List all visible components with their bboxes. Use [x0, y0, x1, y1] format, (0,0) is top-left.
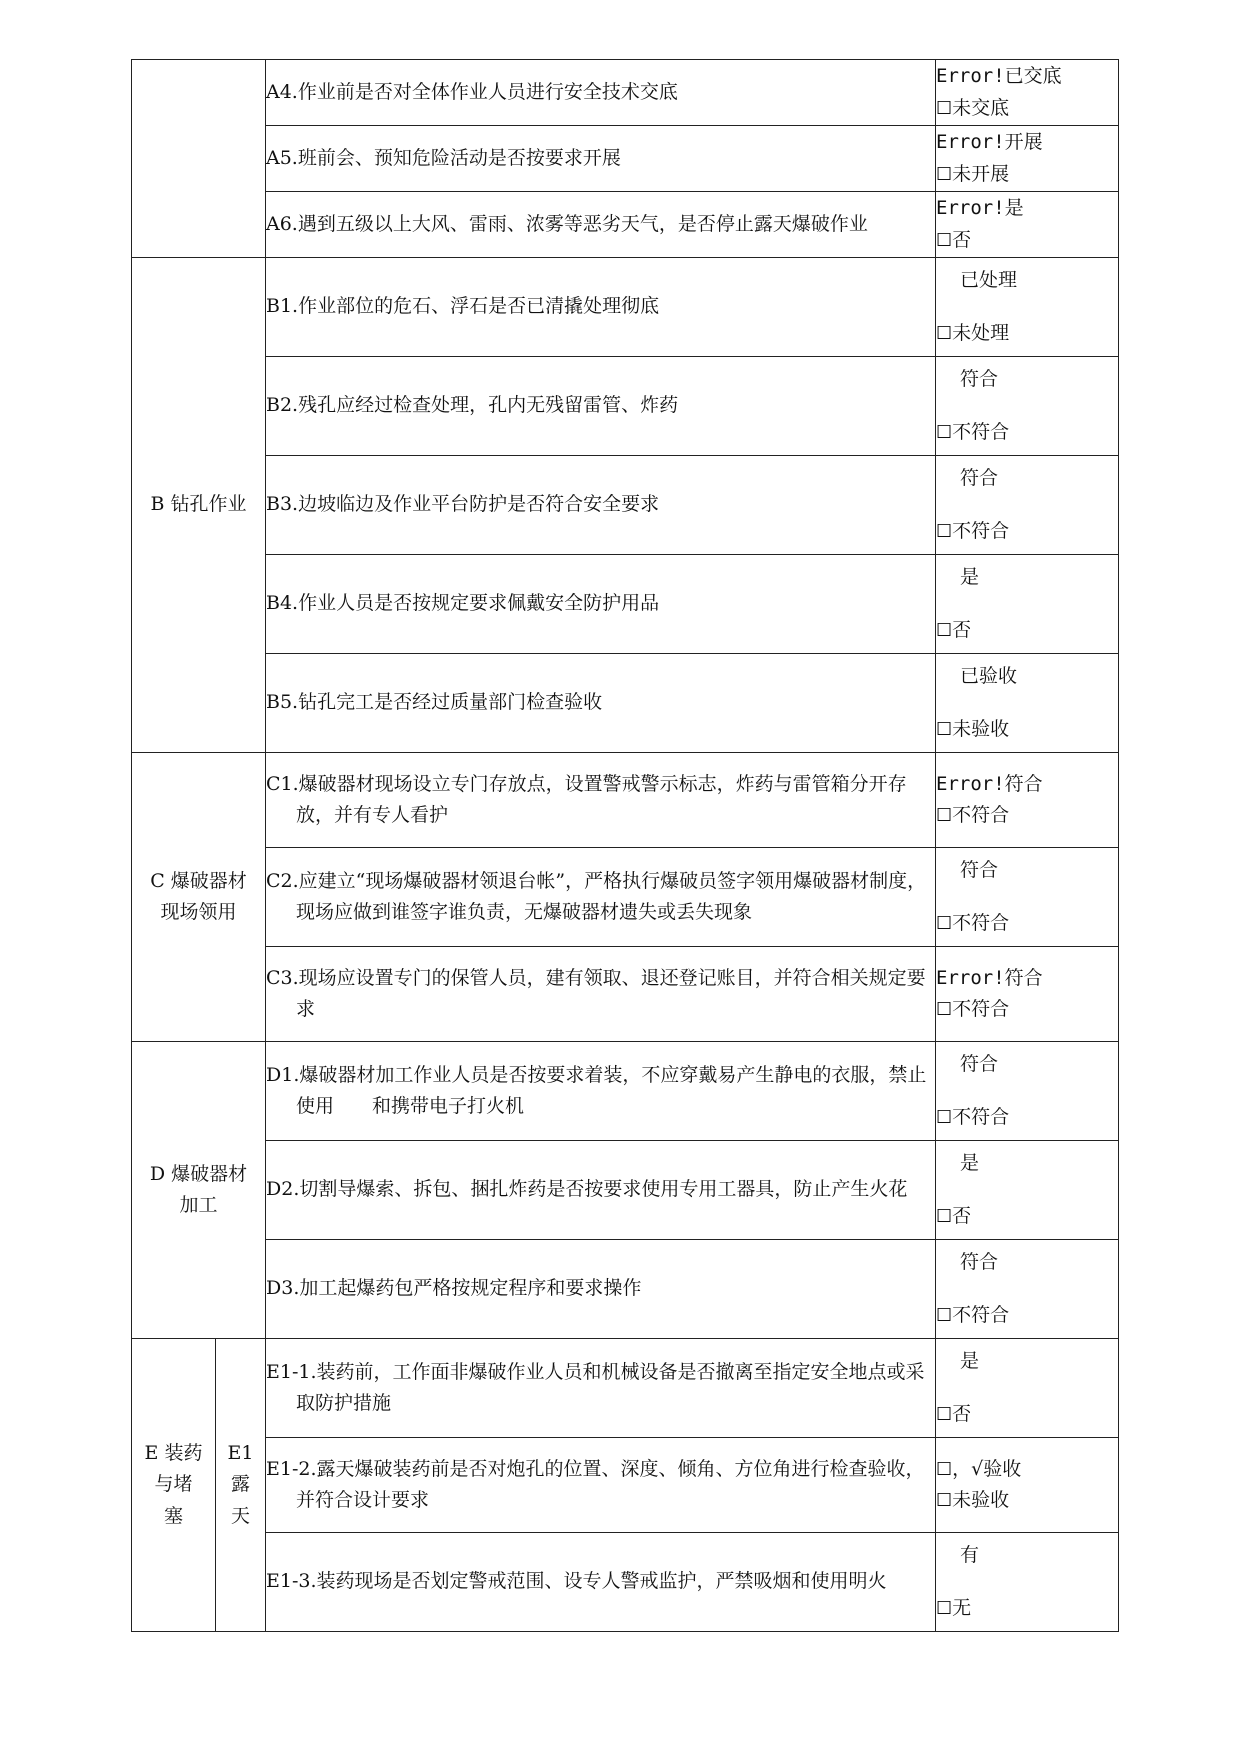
checkbox-icon[interactable]: ☐ — [936, 999, 953, 1020]
table-row — [132, 947, 1119, 1042]
item-cell: B1.作业部位的危石、浮石是否已清撬处理彻底 — [266, 258, 936, 357]
table-row — [132, 848, 1119, 947]
checkbox-icon[interactable]: ☐ — [936, 521, 953, 542]
checkbox-icon[interactable]: ☐ — [936, 805, 953, 826]
safety-checklist-table — [131, 59, 1119, 1632]
checkbox-icon[interactable]: ☐ — [936, 163, 953, 185]
category-cell-d: D 爆破器材 加工 — [132, 1042, 266, 1339]
error-prefix: Error! — [936, 131, 1005, 154]
option-cell: 符合 ☐不符合 — [936, 1240, 1119, 1339]
checkbox-icon[interactable]: ☐ — [936, 422, 953, 443]
error-prefix: Error! — [936, 65, 1005, 88]
item-cell: C3.现场应设置专门的保管人员，建有领取、退还登记账目，并符合相关规定要求 — [266, 947, 936, 1042]
option-cell: 符合 ☐不符合 — [936, 848, 1119, 947]
item-cell: A6.遇到五级以上大风、雷雨、浓雾等恶劣天气，是否停止露天爆破作业 — [266, 192, 936, 258]
table-row — [132, 654, 1119, 753]
checkbox-icon[interactable]: ☐ — [936, 913, 953, 934]
category-cell-b: B 钻孔作业 — [132, 258, 266, 753]
item-cell: C1.爆破器材现场设立专门存放点，设置警戒警示标志，炸药与雷管箱分开存放，并有专人看护 — [266, 753, 936, 848]
option-cell: Error!开展 ☐未开展 — [936, 126, 1119, 192]
option-cell: 是 ☐否 — [936, 555, 1119, 654]
checkbox-icon[interactable]: ☐ — [936, 1206, 953, 1227]
item-cell: D3.加工起爆药包严格按规定程序和要求操作 — [266, 1240, 936, 1339]
table-row — [132, 126, 1119, 192]
item-cell: D1.爆破器材加工作业人员是否按要求着装，不应穿戴易产生静电的衣服，禁止使用 和携带电子打火机 — [266, 1042, 936, 1141]
option-cell: ☐，√验收 ☐未验收 — [936, 1438, 1119, 1533]
item-cell: E1-3.装药现场是否划定警戒范围、设专人警戒监护，严禁吸烟和使用明火 — [266, 1533, 936, 1632]
option-cell: Error!符合 ☐不符合 — [936, 947, 1119, 1042]
option-cell: Error!是 ☐否 — [936, 192, 1119, 258]
checkbox-icon[interactable]: ☐ — [936, 1458, 953, 1480]
item-cell: C2.应建立“现场爆破器材领退台帐”，严格执行爆破员签字领用爆破器材制度，现场应做到谁签字谁负责，无爆破器材遗失或丢失现象 — [266, 848, 936, 947]
checkbox-icon[interactable]: ☐ — [936, 719, 953, 740]
item-cell: E1-2.露天爆破装药前是否对炮孔的位置、深度、倾角、方位角进行检查验收，并符合设计要求 — [266, 1438, 936, 1533]
option-cell: 符合 ☐不符合 — [936, 1042, 1119, 1141]
table-row — [132, 555, 1119, 654]
item-cell: B5.钻孔完工是否经过质量部门检查验收 — [266, 654, 936, 753]
item-cell: A5.班前会、预知危险活动是否按要求开展 — [266, 126, 936, 192]
table-row — [132, 192, 1119, 258]
option-cell: 符合 ☐不符合 — [936, 456, 1119, 555]
item-cell: B2.残孔应经过检查处理，孔内无残留雷管、炸药 — [266, 357, 936, 456]
checkbox-icon[interactable]: ☐ — [936, 97, 953, 119]
option-cell: 有 ☐无 — [936, 1533, 1119, 1632]
option-cell: 已处理 ☐未处理 — [936, 258, 1119, 357]
option-cell: 是 ☐否 — [936, 1339, 1119, 1438]
option-cell: Error!符合 ☐不符合 — [936, 753, 1119, 848]
item-cell: E1-1.装药前，工作面非爆破作业人员和机械设备是否撤离至指定安全地点或采取防护措施 — [266, 1339, 936, 1438]
checkbox-icon[interactable]: ☐ — [936, 323, 953, 344]
table-row — [132, 1042, 1119, 1141]
subcategory-cell-e1: E1 露 天 — [216, 1339, 266, 1632]
table-row — [132, 357, 1119, 456]
table-row — [132, 753, 1119, 848]
option-cell: 已验收 ☐未验收 — [936, 654, 1119, 753]
table-row — [132, 1533, 1119, 1632]
table-row — [132, 1141, 1119, 1240]
checkbox-icon[interactable]: ☐ — [936, 1404, 953, 1425]
checkbox-icon[interactable]: ☐ — [936, 1107, 953, 1128]
table-row — [132, 456, 1119, 555]
item-cell: D2.切割导爆索、拆包、捆扎炸药是否按要求使用专用工器具，防止产生火花 — [266, 1141, 936, 1240]
error-prefix: Error! — [936, 197, 1005, 220]
table-row — [132, 1438, 1119, 1533]
category-cell-e: E 装药 与堵 塞 — [132, 1339, 216, 1632]
table-row — [132, 258, 1119, 357]
item-cell: B4.作业人员是否按规定要求佩戴安全防护用品 — [266, 555, 936, 654]
checkbox-icon[interactable]: ☐ — [936, 1490, 953, 1511]
item-cell: B3.边坡临边及作业平台防护是否符合安全要求 — [266, 456, 936, 555]
option-cell: 是 ☐否 — [936, 1141, 1119, 1240]
option-cell: 符合 ☐不符合 — [936, 357, 1119, 456]
option-cell: Error!已交底 ☐未交底 — [936, 60, 1119, 126]
checkbox-icon[interactable]: ☐ — [936, 1598, 953, 1619]
checkbox-icon[interactable]: ☐ — [936, 229, 953, 251]
table-row — [132, 1240, 1119, 1339]
checkbox-icon[interactable]: ☐ — [936, 1305, 953, 1326]
category-cell-c: C 爆破器材 现场领用 — [132, 753, 266, 1042]
table-row — [132, 60, 1119, 126]
item-cell: A4.作业前是否对全体作业人员进行安全技术交底 — [266, 60, 936, 126]
checkbox-icon[interactable]: ☐ — [936, 620, 953, 641]
error-prefix: Error! — [936, 772, 1005, 795]
error-prefix: Error! — [936, 966, 1005, 989]
category-cell-a — [132, 60, 266, 258]
table-row — [132, 1339, 1119, 1438]
